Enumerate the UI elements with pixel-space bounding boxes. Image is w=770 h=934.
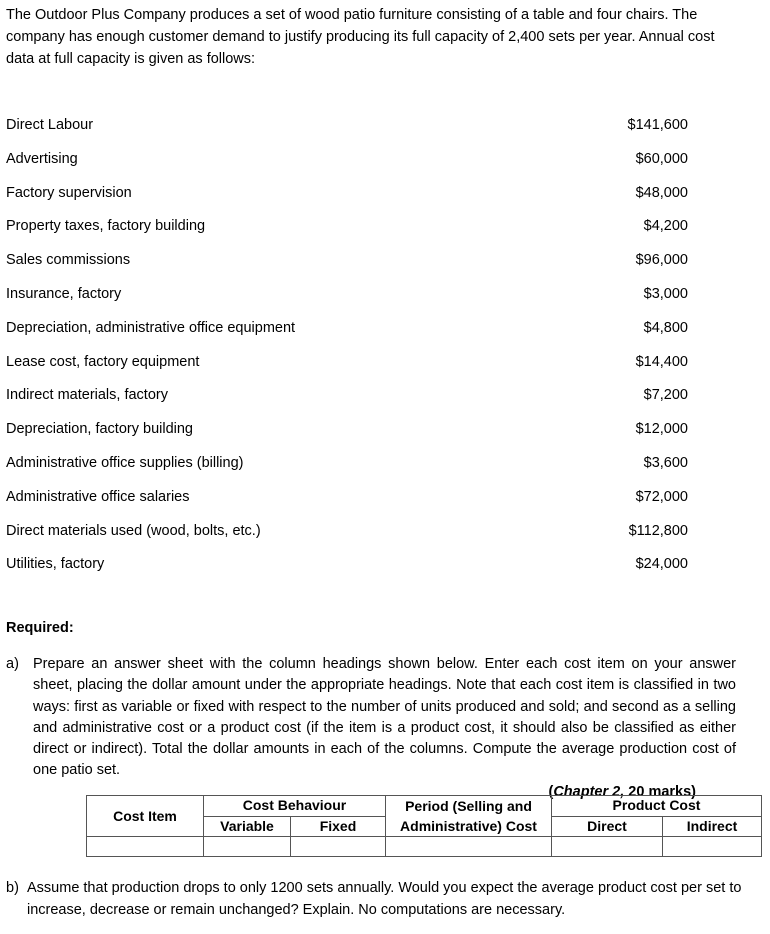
- cost-item-amount: $141,600: [627, 117, 688, 133]
- chapter-ref: Chapter 2,: [553, 783, 625, 800]
- part-b-label: b): [6, 880, 19, 896]
- cost-item-amount: $3,600: [643, 455, 688, 471]
- cost-item-amount: $72,000: [635, 488, 688, 505]
- col-period-cost: Period (Selling and Administrative) Cost: [386, 796, 552, 837]
- cost-item-label: Depreciation, factory building: [6, 421, 193, 438]
- chapter-marks: (Chapter 2, 20 marks): [548, 783, 696, 800]
- cost-row: [6, 351, 688, 373]
- cost-row: [6, 418, 688, 440]
- cost-item-label: Direct Labour: [6, 117, 94, 133]
- table-cell: [87, 837, 204, 857]
- cost-row: [6, 249, 688, 271]
- cost-row: [6, 553, 688, 575]
- part-a: [6, 654, 736, 803]
- cost-item-label: Utilities, factory: [6, 556, 105, 573]
- cost-row: [6, 182, 688, 204]
- cost-item-label: Advertising: [6, 150, 78, 167]
- cost-item-amount: $96,000: [635, 252, 688, 269]
- part-b: [6, 878, 746, 921]
- cost-item-label: Administrative office supplies (billing): [6, 455, 244, 471]
- cost-item-amount: $3,000: [643, 286, 688, 302]
- cost-row: [6, 486, 688, 508]
- cost-row: [6, 148, 688, 170]
- part-a-text: Prepare an answer sheet with the column headings shown below. Enter each cost item on your answer sheet, placing the dollar amount under the appropriate headings. Note that each cost item is classified in two ways: first as variable or fixed with respect to the number of units produced and sold; and second as a selling and administrative cost or a product cost (if the item is a product cost, it should also be classified as either direct or indirect). Total the dollar amounts in each of the columns. Compute the average production cost of one patio set.: [33, 656, 736, 779]
- answer-sheet-table: [86, 795, 762, 857]
- cost-item-label: Indirect materials, factory: [6, 387, 168, 404]
- col-cost-item: Cost Item: [87, 796, 204, 837]
- cost-item-amount: $4,200: [643, 218, 688, 235]
- col-fixed: Fixed: [291, 816, 386, 837]
- cost-item-amount: $60,000: [635, 150, 688, 167]
- cost-row: [6, 384, 688, 406]
- cost-item-amount: $7,200: [643, 387, 688, 404]
- cost-row: [6, 283, 688, 305]
- col-cost-behaviour: Cost Behaviour: [204, 796, 386, 817]
- table-cell: [552, 837, 663, 857]
- table-cell: [291, 837, 386, 857]
- cost-item-amount: $48,000: [635, 184, 688, 201]
- intro-paragraph: The Outdoor Plus Company produces a set of wood patio furniture consisting of a table and four chairs. The company has enough customer demand to justify producing its full capacity of 2,400 sets per year. Annual cost data at full capacity is given as follows:: [6, 7, 715, 67]
- cost-row: [6, 215, 688, 237]
- cost-row: [6, 520, 688, 542]
- cost-row: [6, 452, 688, 474]
- table-cell: [204, 837, 291, 857]
- cost-item-label: Lease cost, factory equipment: [6, 353, 200, 370]
- cost-item-label: Insurance, factory: [6, 286, 122, 302]
- cost-item-amount: $24,000: [635, 556, 688, 573]
- cost-item-label: Property taxes, factory building: [6, 218, 206, 235]
- cost-item-label: Sales commissions: [6, 252, 131, 269]
- table-cell: [663, 837, 762, 857]
- cost-item-amount: $12,000: [635, 421, 688, 438]
- cost-row: [6, 114, 688, 136]
- marks: 20 marks): [628, 783, 696, 800]
- cost-item-amount: $14,400: [635, 353, 688, 370]
- cost-item-amount: $4,800: [643, 319, 688, 336]
- col-indirect: Indirect: [663, 816, 762, 837]
- cost-row: [6, 317, 688, 339]
- col-variable: Variable: [204, 816, 291, 837]
- col-direct: Direct: [552, 816, 663, 837]
- part-b-text: Assume that production drops to only 1200 sets annually. Would you expect the average product cost per set to increase, decrease or remain unchanged? Explain. No computations are necessary.: [27, 880, 742, 918]
- required-heading: Required:: [6, 620, 74, 636]
- part-a-label: a): [6, 656, 19, 672]
- cost-item-label: Factory supervision: [6, 184, 132, 201]
- cost-item-amount: $112,800: [628, 522, 688, 539]
- col-product-cost: Product Cost: [552, 796, 762, 817]
- table-cell: [386, 837, 552, 857]
- cost-item-label: Depreciation, administrative office equipment: [6, 319, 296, 336]
- cost-item-label: Direct materials used (wood, bolts, etc.): [6, 522, 261, 539]
- cost-item-label: Administrative office salaries: [6, 488, 190, 505]
